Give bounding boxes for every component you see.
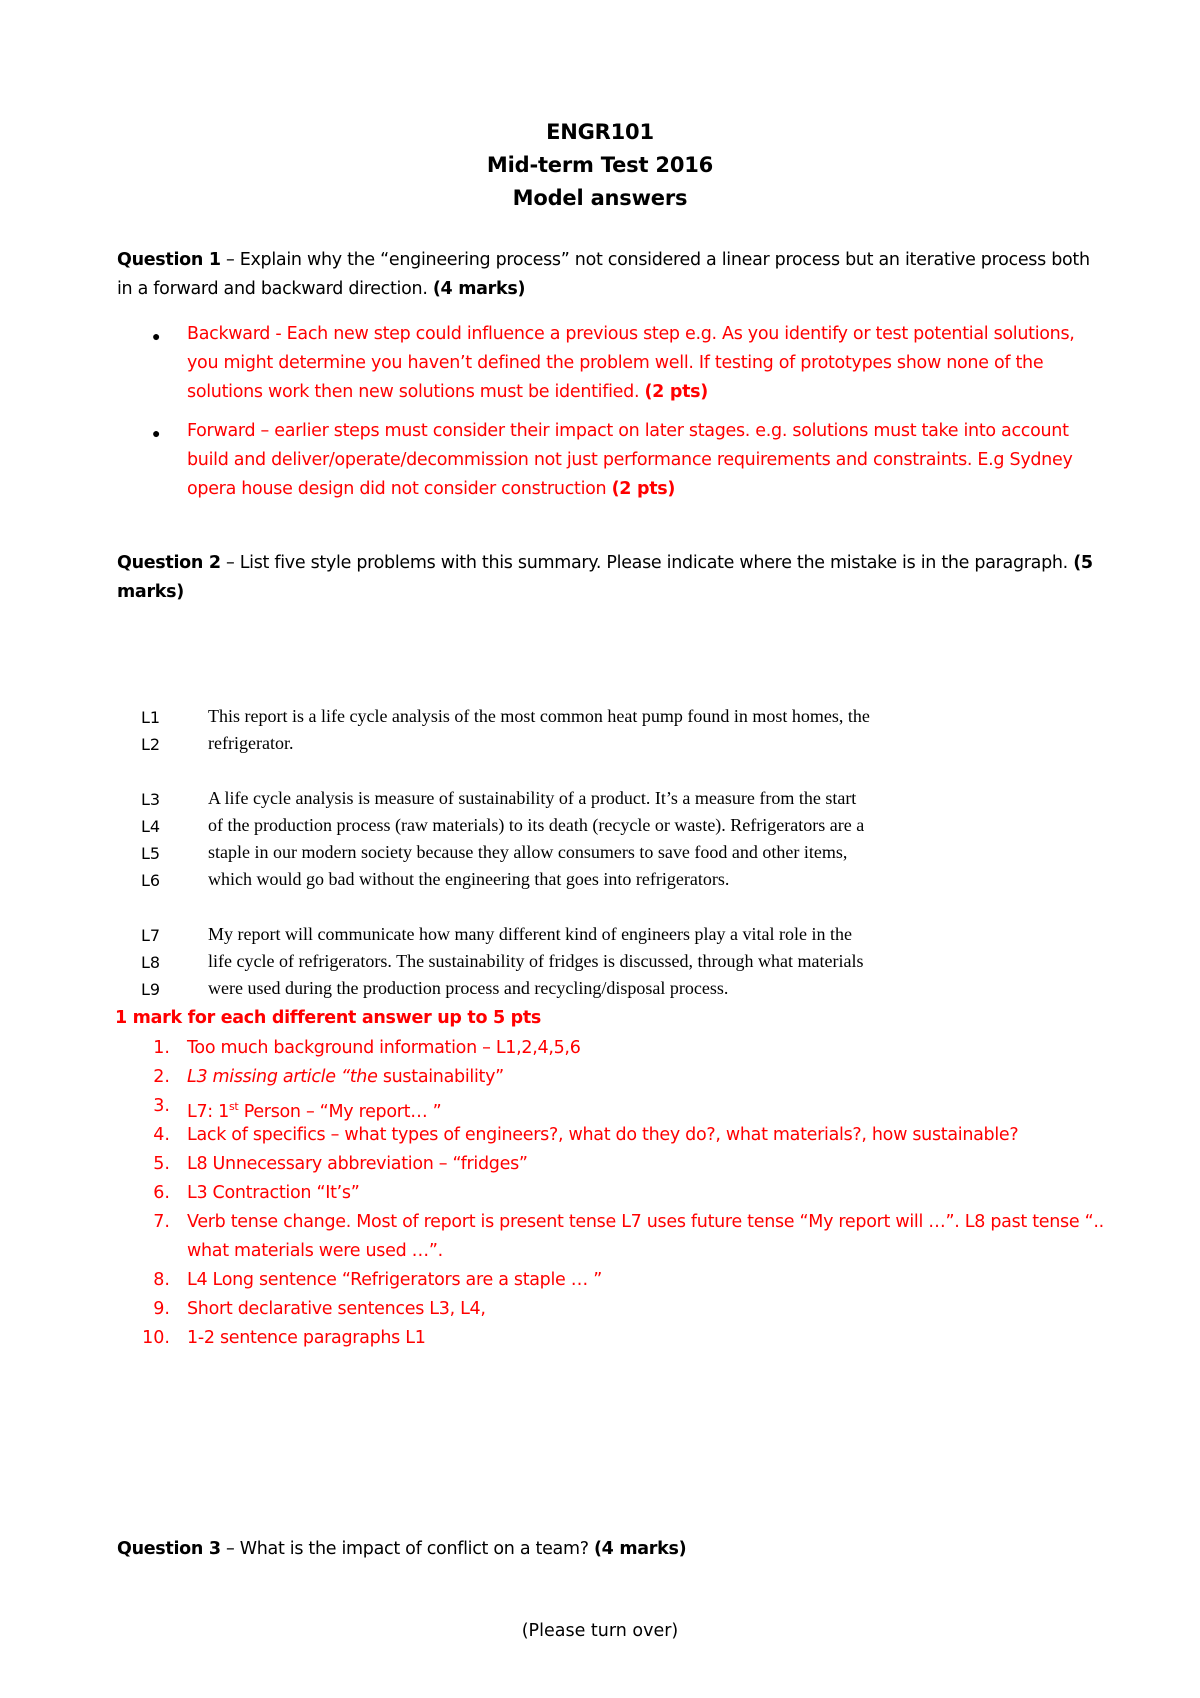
line-number: L7 xyxy=(141,926,161,945)
question-2-prompt: Question 2 – List five style problems with this summary. Please indicate where the mistake is in the paragraph. (5 marks) xyxy=(117,553,1093,602)
summary-line: A life cycle analysis is measure of sustainability of a product. It’s a measure from the start xyxy=(208,788,857,808)
answer-number: 10. xyxy=(142,1328,170,1348)
line-number: L2 xyxy=(141,735,161,754)
q2-answer: L7: 1st Person – “My report… ” xyxy=(187,1100,442,1122)
test-title: Mid-term Test 2016 xyxy=(486,153,714,177)
summary-line: refrigerator. xyxy=(208,733,294,753)
question-3-label: Question 3 xyxy=(117,1539,221,1559)
q2-answer: Verb tense change. Most of report is present tense L7 uses future tense “My report will …”. L8 past tense “.. what materials were used …”. xyxy=(187,1212,1104,1261)
question-1-label: Question 1 xyxy=(117,250,221,270)
question-3-marks: (4 marks) xyxy=(593,1539,687,1559)
q1-answer-backward: Backward - Each new step could influence a previous step e.g. As you identify or test potential solutions, you might determine you haven’t defined the problem well. If testing of prototypes show none of the solutions work then new solutions must be identified. (2 pts) xyxy=(187,324,1075,402)
q1-answer-forward: Forward – earlier steps must consider their impact on later stages. e.g. solutions must take into account build and deliver/operate/decommission not just performance requirements and constraints. E.g Sydney opera house design did not consider construction (2 pts) xyxy=(187,421,1073,499)
answer-number: 4. xyxy=(153,1125,170,1145)
summary-line: life cycle of refrigerators. The sustainability of fridges is discussed, through what materials xyxy=(208,951,864,971)
answer-number: 9. xyxy=(153,1299,170,1319)
q2-answer: L8 Unnecessary abbreviation – “fridges” xyxy=(187,1154,528,1174)
bullet-icon: ● xyxy=(152,425,161,441)
document-subtitle: Model answers xyxy=(512,186,688,210)
line-number: L9 xyxy=(141,980,161,999)
line-number: L3 xyxy=(141,790,161,809)
marking-note: 1 mark for each different answer up to 5 pts xyxy=(115,1008,542,1028)
answer-number: 7. xyxy=(153,1212,170,1232)
line-number: L6 xyxy=(141,871,161,890)
summary-line: This report is a life cycle analysis of the most common heat pump found in most homes, the xyxy=(208,706,870,726)
q2-answer: Lack of specifics – what types of engineers?, what do they do?, what materials?, how sustainable? xyxy=(187,1125,1019,1145)
answer-number: 2. xyxy=(153,1067,170,1087)
answer-number: 5. xyxy=(153,1154,170,1174)
q2-answer: L3 Contraction “It’s” xyxy=(187,1183,360,1203)
page-footer: (Please turn over) xyxy=(521,1621,679,1641)
q2-answer: Too much background information – L1,2,4,5,6 xyxy=(187,1038,581,1058)
answer-number: 3. xyxy=(153,1096,170,1116)
question-3-prompt: Question 3 – What is the impact of conflict on a team? (4 marks) xyxy=(117,1539,687,1559)
line-number: L1 xyxy=(141,708,161,727)
question-2-label: Question 2 xyxy=(117,553,221,573)
line-number: L4 xyxy=(141,817,161,836)
summary-line: My report will communicate how many different kind of engineers play a vital role in the xyxy=(208,924,852,944)
answer-number: 6. xyxy=(153,1183,170,1203)
answer-number: 8. xyxy=(153,1270,170,1290)
bullet-icon: ● xyxy=(152,328,161,344)
q2-answer: L3 missing article “the sustainability” xyxy=(187,1067,504,1087)
q2-answer: Short declarative sentences L3, L4, xyxy=(187,1299,486,1319)
q2-answer: L4 Long sentence “Refrigerators are a staple … ” xyxy=(187,1270,603,1290)
line-number: L8 xyxy=(141,953,161,972)
line-number: L5 xyxy=(141,844,161,863)
summary-line: were used during the production process and recycling/disposal process. xyxy=(208,978,729,998)
course-code: ENGR101 xyxy=(546,120,654,144)
question-1-prompt: Question 1 – Explain why the “engineering process” not considered a linear process but an iterative process both in a forward and backward direction. (4 marks) xyxy=(117,250,1090,299)
question-1-marks: (4 marks) xyxy=(432,279,526,299)
summary-line: of the production process (raw materials) to its death (recycle or waste). Refrigerators are a xyxy=(208,815,865,835)
answer-number: 1. xyxy=(153,1038,170,1058)
summary-line: which would go bad without the engineering that goes into refrigerators. xyxy=(208,869,730,889)
q2-answer: 1-2 sentence paragraphs L1 xyxy=(187,1328,426,1348)
question-2-marks: (5 marks) xyxy=(117,553,1093,602)
summary-line: staple in our modern society because they allow consumers to save food and other items, xyxy=(208,842,848,862)
